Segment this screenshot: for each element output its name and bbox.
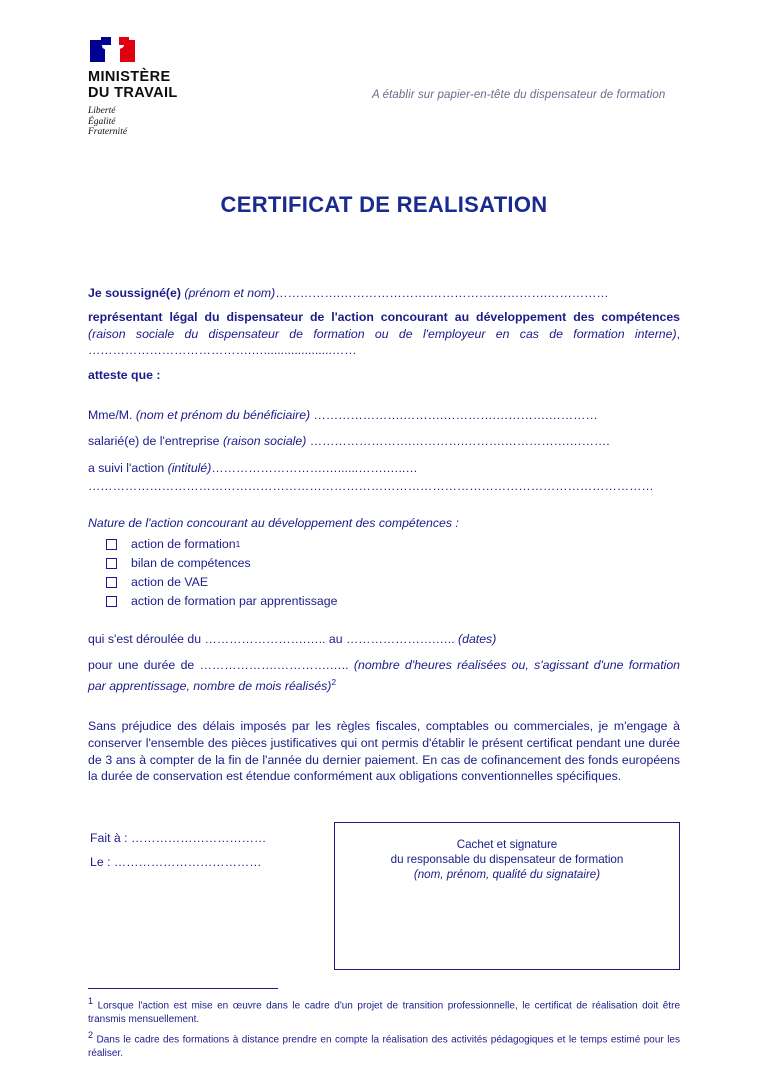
ministry-line-1: MINISTÈRE	[88, 69, 171, 85]
deroulee-dots-1: …………………….…..	[204, 632, 326, 647]
option-bilan-de-competences[interactable]	[106, 554, 680, 573]
stamp-signature-box[interactable]	[334, 822, 680, 970]
document-body	[88, 285, 680, 785]
entreprise-hint: (raison sociale)	[222, 434, 307, 449]
option-action-de-formation-par-apprentissage[interactable]	[106, 592, 680, 611]
deroulee-label: qui s'est déroulée du	[88, 632, 202, 647]
le-field[interactable]: Le : ………………………………	[90, 855, 262, 869]
beneficiaire-dots: ………………….……….………….………….…………	[313, 408, 598, 423]
action-dots-line2: …………………………………………………………………………………………………………………………	[88, 479, 654, 494]
header-note: A établir sur papier-en-tête du dispensateur de formation	[372, 89, 666, 101]
entreprise-dots: …………………….………….……….…………….……….	[309, 434, 610, 449]
beneficiaire-label: Mme/M.	[88, 408, 133, 423]
action-label: a suivi l'action	[88, 460, 165, 475]
action-hint: (intitulé)	[167, 460, 212, 475]
checkbox-icon[interactable]	[106, 539, 117, 550]
footnote-divider	[88, 988, 278, 989]
representant-paragraph	[88, 309, 680, 358]
nature-options-list	[88, 535, 680, 611]
entreprise-label: salarié(e) de l'entreprise	[88, 434, 220, 449]
representant-hint: (raison sociale du dispensateur de formation ou de l'employeur en cas de formation interne)	[88, 326, 677, 341]
motto-line-3: Fraternité	[88, 127, 128, 137]
deroulee-hint: (dates)	[458, 632, 497, 647]
deroulee-dots-2: ………………….…..	[345, 632, 455, 647]
footnotes-section	[88, 988, 680, 1064]
checkbox-icon[interactable]	[106, 558, 117, 569]
deroulee-au: au	[328, 632, 343, 647]
option-footnote-ref: 1	[235, 539, 241, 550]
footnote-2-number: 2	[88, 1030, 94, 1041]
option-action-de-formation[interactable]	[106, 535, 680, 554]
nature-label: Nature de l'action concourant au développement des compétences :	[88, 515, 459, 530]
representant-dots: , ………………………………….…....................……	[88, 326, 680, 358]
ministry-name	[88, 70, 288, 101]
place-date-block	[90, 826, 266, 874]
duree-hint: (nombre d'heures réalisées ou, s'agissant d'une formation par apprentissage, nombre de mois réalisés)	[88, 658, 681, 693]
footnote-1	[88, 995, 680, 1026]
footnote-2	[88, 1029, 680, 1060]
signature-zone	[88, 822, 680, 970]
checkbox-icon[interactable]	[106, 577, 117, 588]
action-dots: ……………………….…......…….…..…	[211, 460, 418, 475]
option-label: action de formation	[131, 537, 236, 552]
beneficiaire-line	[88, 407, 680, 423]
soussigne-line	[88, 285, 680, 301]
engagement-paragraph: Sans préjudice des délais imposés par les règles fiscales, comptables ou commerciales, je m'engage à conserver l'ensemble des pièces justificatives qui ont permis d'établir le présent certificat pendant une durée de 3 ans à compter de la fin de l'année du dernier paiement. En cas de cofinancement des fonds européens la durée de conservation est étendue conformément aux obligations conventionnelles spécifiques.	[88, 719, 680, 784]
page-title: CERTIFICAT DE REALISATION	[220, 192, 548, 217]
representant-label: représentant légal du dispensateur de l'action concourant au développement des compétences	[88, 310, 680, 325]
ministry-logo-block	[88, 36, 288, 138]
motto-line-1: Liberté	[88, 106, 116, 116]
soussigne-dots: …………….………………….…………….………….……………	[275, 286, 609, 300]
republic-motto	[88, 106, 288, 138]
duree-paragraph	[88, 657, 680, 694]
ministry-line-2: DU TRAVAIL	[88, 84, 178, 101]
footnote-2-text: Dans le cadre des formations à distance prendre en compte la réalisation des activités pédagogiques et le temps estimé pour les réaliser.	[88, 1034, 680, 1060]
duree-dots: ……………….………….…..	[199, 658, 349, 673]
stamp-box-line-2: du responsable du dispensateur de formation	[390, 853, 624, 866]
motto-line-2: Égalité	[88, 116, 116, 127]
atteste-label: atteste que :	[88, 367, 161, 382]
soussigne-label: Je soussigné(e)	[88, 286, 181, 300]
option-label: bilan de compétences	[131, 556, 251, 571]
checkbox-icon[interactable]	[106, 596, 117, 607]
beneficiaire-hint: (nom et prénom du bénéficiaire)	[135, 408, 311, 423]
entreprise-line	[88, 433, 680, 449]
duree-footnote-ref: 2	[331, 676, 337, 687]
option-action-de-vae[interactable]	[106, 573, 680, 592]
duree-label: pour une durée de	[88, 658, 195, 673]
footnote-1-text: Lorsque l'action est mise en œuvre dans le cadre d'un projet de transition professionnelle, le certificat de réalisation doit être transmis mensuellement.	[88, 1000, 681, 1025]
fait-a-field[interactable]: Fait à : ……………………………	[90, 831, 267, 845]
action-line	[88, 460, 680, 476]
document-header	[0, 36, 768, 146]
deroulee-line	[88, 631, 680, 647]
option-label: action de formation par apprentissage	[131, 594, 338, 609]
option-label: action de VAE	[131, 575, 209, 590]
stamp-box-line-3: (nom, prénom, qualité du signataire)	[413, 868, 601, 881]
soussigne-hint: (prénom et nom)	[184, 286, 276, 300]
footnote-1-number: 1	[88, 996, 94, 1006]
french-flag-icon	[90, 36, 136, 66]
stamp-box-line-1: Cachet et signature	[456, 838, 558, 851]
